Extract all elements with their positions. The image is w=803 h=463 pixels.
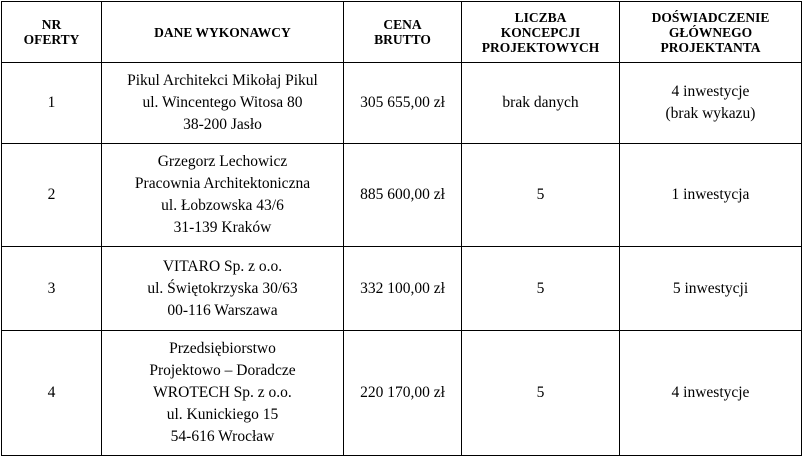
- header-text: DOŚWIADCZENIE: [651, 9, 770, 25]
- experience-cell: [620, 63, 802, 144]
- experience-cell: [620, 247, 802, 331]
- contractor-line: ul. Kunickiego 15: [166, 406, 279, 423]
- contractor-cell: [102, 63, 344, 144]
- price-cell: 305 655,00 zł: [344, 63, 462, 144]
- header-text: OFERTY: [23, 32, 80, 47]
- header-text: DANE WYKONAWCY: [154, 24, 291, 40]
- experience-cell: [620, 144, 802, 247]
- price-cell: 332 100,00 zł: [344, 247, 462, 331]
- contractor-line: ul. Łobzowska 43/6: [161, 197, 284, 214]
- concepts-cell: 5: [462, 331, 620, 456]
- experience-line: 4 inwestycje: [671, 83, 750, 100]
- price-cell: 885 600,00 zł: [344, 144, 462, 247]
- header-text: GŁÓWNEGO: [668, 24, 753, 40]
- offer-number-cell: 4: [2, 331, 102, 456]
- experience-cell: [620, 331, 802, 456]
- contractor-line: 38-200 Jasło: [183, 116, 262, 133]
- contractor-cell: [102, 144, 344, 247]
- table-row: [2, 247, 802, 331]
- contractor-line: Pikul Architekci Mikołaj Pikul: [127, 72, 318, 89]
- header-text: BRUTTO: [374, 32, 431, 47]
- contractor-cell: [102, 247, 344, 331]
- contractor-line: VITARO Sp. z o.o.: [162, 257, 283, 275]
- header-text: PROJEKTANTA: [660, 39, 761, 55]
- concepts-cell: 5: [462, 247, 620, 331]
- offer-number-cell: 1: [2, 63, 102, 144]
- contractor-line: Grzegorz Lechowicz: [157, 153, 288, 170]
- header-contractor: [102, 2, 344, 63]
- header-text: NR: [41, 17, 62, 32]
- contractor-line: 31-139 Kraków: [173, 219, 272, 236]
- contractor-line: ul. Świętokrzyska 30/63: [147, 279, 298, 297]
- experience-line: 4 inwestycje: [671, 384, 750, 401]
- header-text: CENA: [383, 17, 422, 32]
- experience-line: (brak wykazu): [665, 105, 756, 122]
- offer-number-cell: 3: [2, 247, 102, 331]
- header-text: LICZBA: [514, 9, 567, 25]
- contractor-line: Przedsiębiorstwo: [169, 340, 276, 357]
- header-experience: [620, 2, 802, 63]
- header-concepts: [462, 2, 620, 63]
- concepts-cell: brak danych: [462, 63, 620, 144]
- concepts-cell: 5: [462, 144, 620, 247]
- header-row: [2, 2, 802, 63]
- header-offer-number: [2, 2, 102, 63]
- experience-line: 5 inwestycji: [672, 279, 749, 297]
- contractor-line: Pracownia Architektoniczna: [134, 175, 311, 192]
- price-cell: 220 170,00 zł: [344, 331, 462, 456]
- header-text: PROJEKTOWYCH: [481, 39, 600, 55]
- table-row: [2, 144, 802, 247]
- contractor-line: ul. Wincentego Witosa 80: [142, 94, 303, 111]
- table-row: [2, 331, 802, 456]
- contractor-line: Projektowo – Doradcze: [149, 362, 296, 379]
- contractor-line: 00-116 Warszawa: [167, 301, 278, 319]
- contractor-line: WROTECH Sp. z o.o.: [153, 384, 292, 401]
- contractor-cell: [102, 331, 344, 456]
- table-row: [2, 63, 802, 144]
- offer-number-cell: 2: [2, 144, 102, 247]
- offers-table: [1, 1, 802, 456]
- contractor-line: 54-616 Wrocław: [170, 428, 275, 445]
- header-price: [344, 2, 462, 63]
- experience-line: 1 inwestycja: [671, 186, 750, 203]
- header-text: KONCEPCJI: [500, 24, 581, 40]
